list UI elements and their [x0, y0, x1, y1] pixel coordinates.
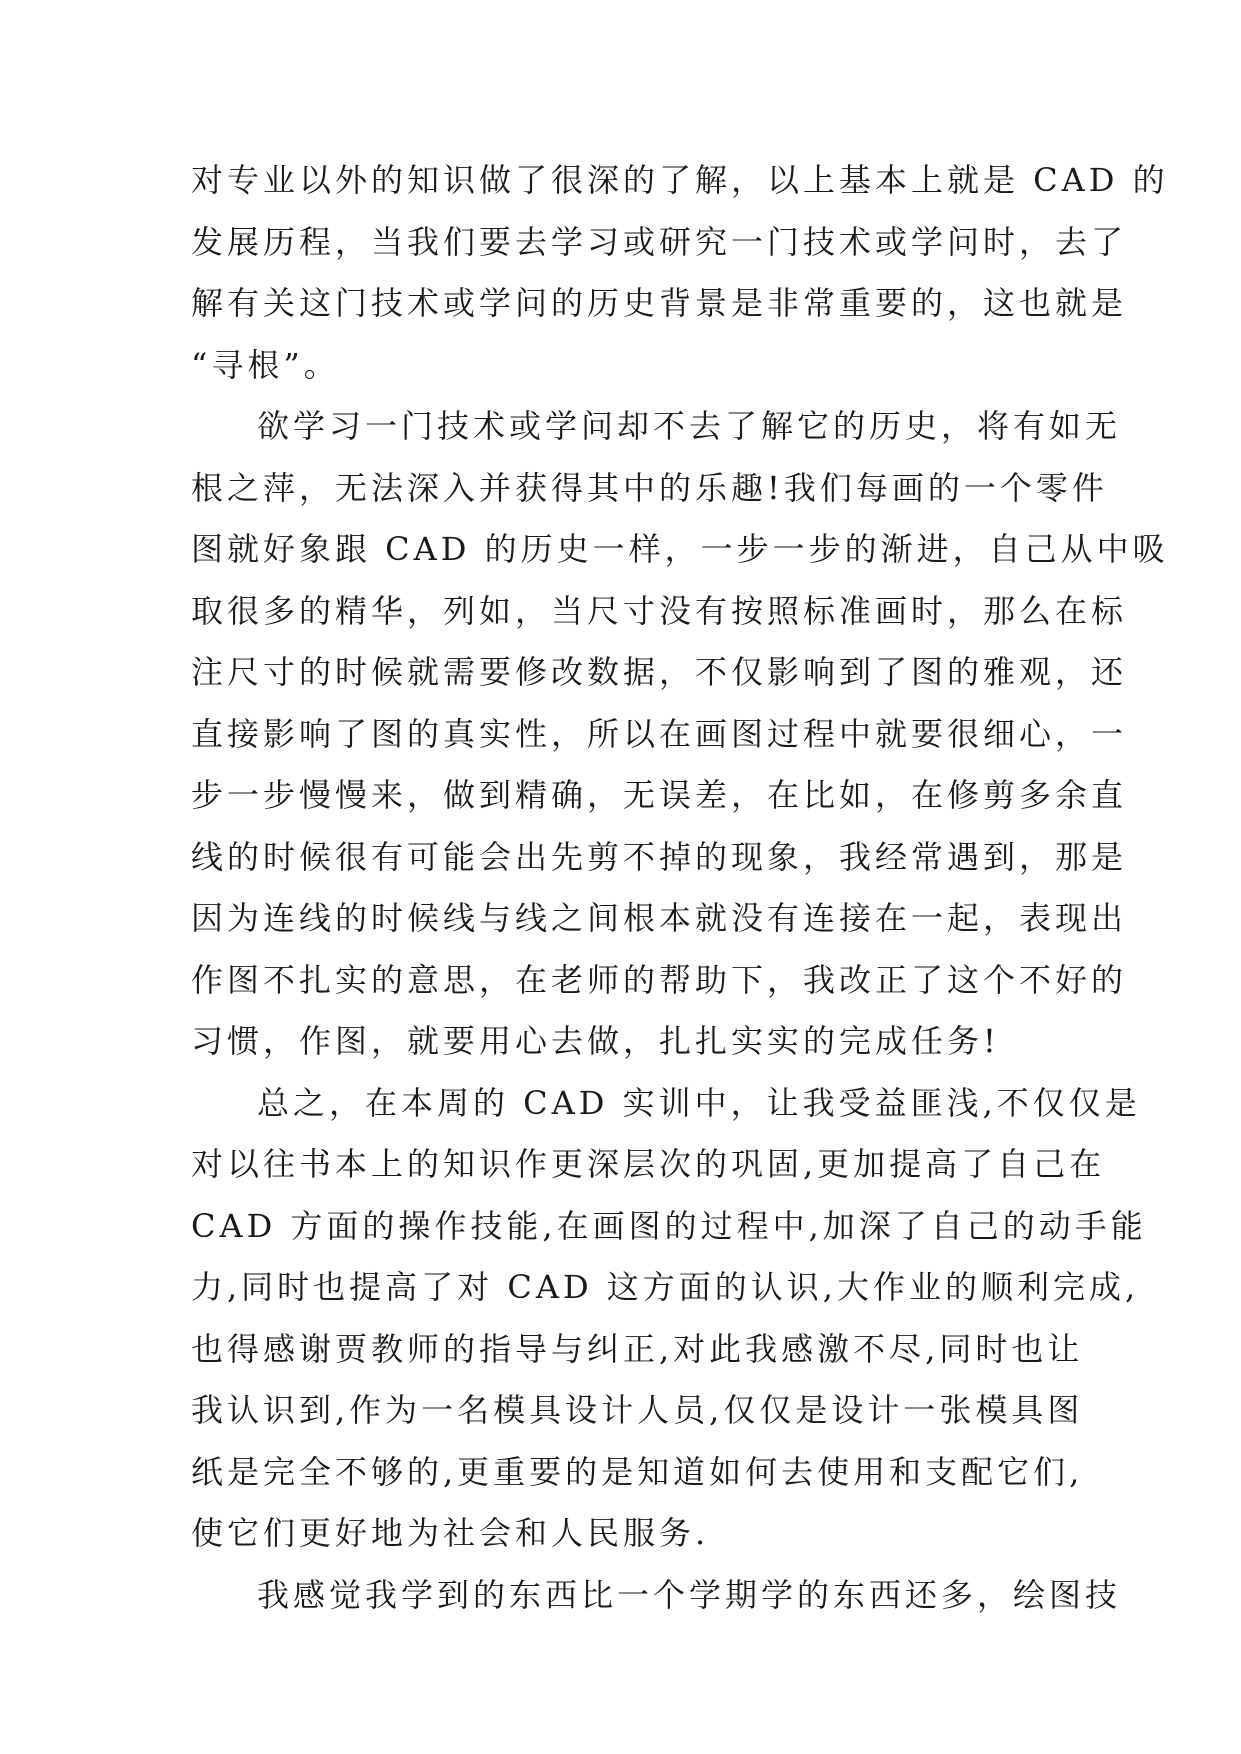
text-line: 我感觉我学到的东西比一个学期学的东西还多，绘图技 [257, 1575, 1122, 1614]
paragraph [191, 396, 1169, 1073]
text-line: 注尺寸的时候就需要修改数据，不仅影响到了图的雅观，还 [191, 653, 1128, 691]
text-line: 解有关这门技术或学问的历史背景是非常重要的，这也就是 [191, 284, 1128, 322]
text-line: 力,同时也提高了对 CAD 这方面的认识,大作业的顺利完成, [191, 1268, 1140, 1306]
text-line: 因为连线的时候线与线之间根本就没有连接在一起，表现出 [191, 899, 1128, 937]
text-line: 发展历程，当我们要去学习或研究一门技术或学问时，去了 [191, 222, 1128, 261]
text-line: 根之萍，无法深入并获得其中的乐趣!我们每画的一个零件 [191, 468, 1108, 507]
document-body [191, 150, 1169, 1626]
text-line: 取很多的精华，列如，当尺寸没有按照标准画时，那么在标 [191, 591, 1128, 630]
text-line: 图就好象跟 CAD 的历史一样，一步一步的渐进，自己从中吸 [191, 530, 1169, 568]
paragraph [191, 1073, 1147, 1565]
text-line: 线的时候很有可能会出先剪不掉的现象，我经常遇到，那是 [191, 837, 1128, 876]
text-line: 作图不扎实的意思，在老师的帮助下，我改正了这个不好的 [191, 960, 1128, 999]
text-line: 欲学习一门技术或学问却不去了解它的历史，将有如无 [257, 407, 1122, 445]
text-line: 使它们更好地为社会和人民服务. [191, 1514, 710, 1552]
text-line: 习惯，作图，就要用心去做，扎扎实实的完成任务! [191, 1022, 1000, 1060]
text-line: 步一步慢慢来，做到精确，无误差，在比如，在修剪多余直 [191, 776, 1128, 814]
text-line: 总之，在本周的 CAD 实训中，让我受益匪浅,不仅仅是 [257, 1083, 1141, 1122]
text-line: 直接影响了图的真实性，所以在画图过程中就要很细心，一 [191, 714, 1128, 753]
text-line: 对专业以外的知识做了很深的了解，以上基本上就是 CAD 的 [191, 161, 1169, 199]
paragraph [191, 1565, 1122, 1627]
paragraph [191, 150, 1169, 396]
text-line: 纸是完全不够的,更重要的是知道如何去使用和支配它们, [191, 1452, 1084, 1491]
text-line: CAD 方面的操作技能,在画图的过程中,加深了自己的动手能 [191, 1206, 1147, 1245]
text-line: 对以往书本上的知识作更深层次的巩固,更加提高了自己在 [191, 1145, 1106, 1183]
text-line: 我认识到,作为一名模具设计人员,仅仅是设计一张模具图 [191, 1391, 1084, 1429]
text-line: 也得感谢贾教师的指导与纠正,对此我感激不尽,同时也让 [191, 1329, 1084, 1368]
text-line: “寻根”。 [191, 345, 340, 384]
